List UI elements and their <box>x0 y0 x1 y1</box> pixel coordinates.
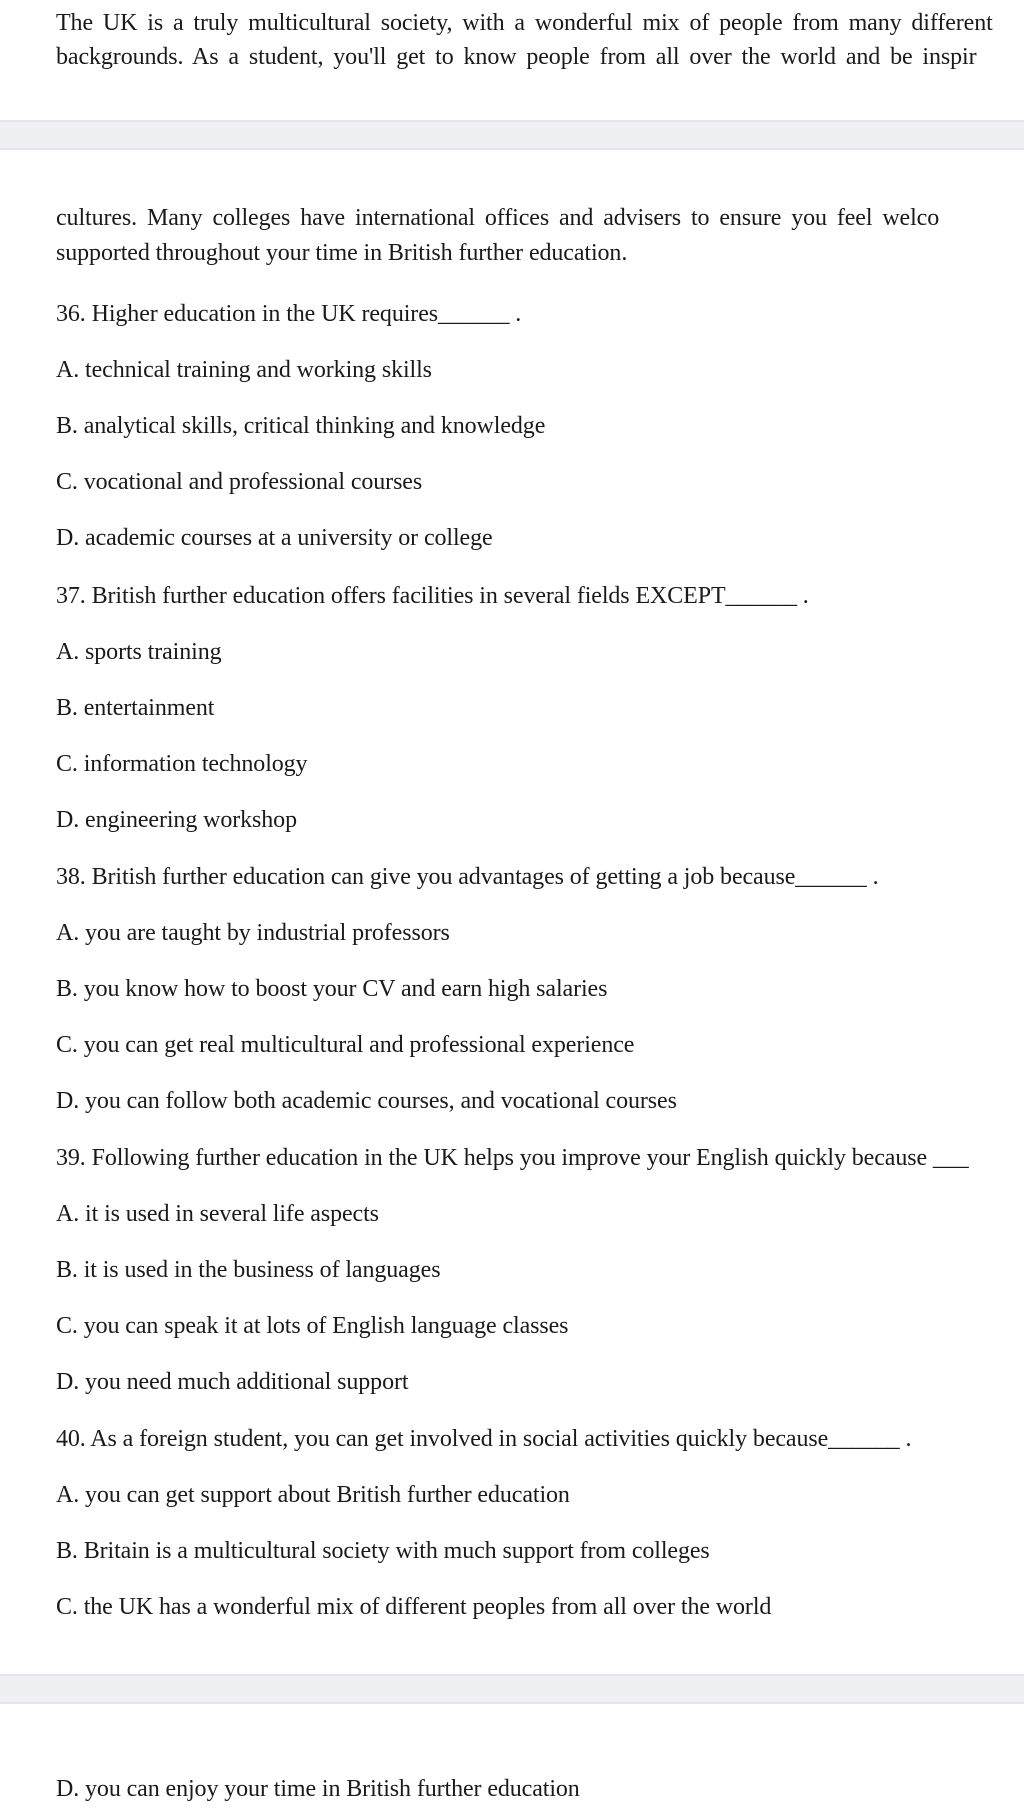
question-36-option-d[interactable]: D. academic courses at a university or college <box>56 525 493 551</box>
page-break <box>0 120 1024 150</box>
page-break <box>0 1674 1024 1704</box>
question-39-option-c[interactable]: C. you can speak it at lots of English language classes <box>56 1313 569 1339</box>
question-37-option-c[interactable]: C. information technology <box>56 751 308 777</box>
passage-line: supported throughout your time in British further education. <box>56 240 628 266</box>
question-36-option-b[interactable]: B. analytical skills, critical thinking and knowledge <box>56 413 546 439</box>
question-37-option-b[interactable]: B. entertainment <box>56 695 215 721</box>
passage-line: The UK is a truly multicultural society, with a wonderful mix of people from many different <box>56 10 993 36</box>
question-38-stem: 38. British further education can give you advantages of getting a job because______ . <box>56 864 879 890</box>
question-36-option-c[interactable]: C. vocational and professional courses <box>56 469 423 495</box>
question-39-option-b[interactable]: B. it is used in the business of languages <box>56 1257 441 1283</box>
question-40-option-c[interactable]: C. the UK has a wonderful mix of different peoples from all over the world <box>56 1594 772 1620</box>
question-36-stem: 36. Higher education in the UK requires______ . <box>56 301 522 327</box>
question-37-stem: 37. British further education offers facilities in several fields EXCEPT______ . <box>56 583 809 609</box>
question-40-option-b[interactable]: B. Britain is a multicultural society with much support from colleges <box>56 1538 710 1564</box>
question-38-option-b[interactable]: B. you know how to boost your CV and earn high salaries <box>56 976 608 1002</box>
question-40-option-d[interactable]: D. you can enjoy your time in British further education <box>56 1776 580 1802</box>
question-38-option-d[interactable]: D. you can follow both academic courses, and vocational courses <box>56 1088 677 1114</box>
question-38-option-a[interactable]: A. you are taught by industrial professors <box>56 920 450 946</box>
question-38-option-c[interactable]: C. you can get real multicultural and professional experience <box>56 1032 635 1058</box>
question-39-stem: 39. Following further education in the UK helps you improve your English quickly because ___ <box>56 1145 969 1171</box>
question-37-option-a[interactable]: A. sports training <box>56 639 222 665</box>
question-36-option-a[interactable]: A. technical training and working skills <box>56 357 432 383</box>
question-40-stem: 40. As a foreign student, you can get involved in social activities quickly because______ . <box>56 1426 912 1452</box>
question-39-option-d[interactable]: D. you need much additional support <box>56 1369 409 1395</box>
question-39-option-a[interactable]: A. it is used in several life aspects <box>56 1201 379 1227</box>
question-40-option-a[interactable]: A. you can get support about British further education <box>56 1482 570 1508</box>
question-37-option-d[interactable]: D. engineering workshop <box>56 807 297 833</box>
passage-line: backgrounds. As a student, you'll get to know people from all over the world and be inspir <box>56 44 977 70</box>
passage-line: cultures. Many colleges have international offices and advisers to ensure you feel welco <box>56 205 940 231</box>
